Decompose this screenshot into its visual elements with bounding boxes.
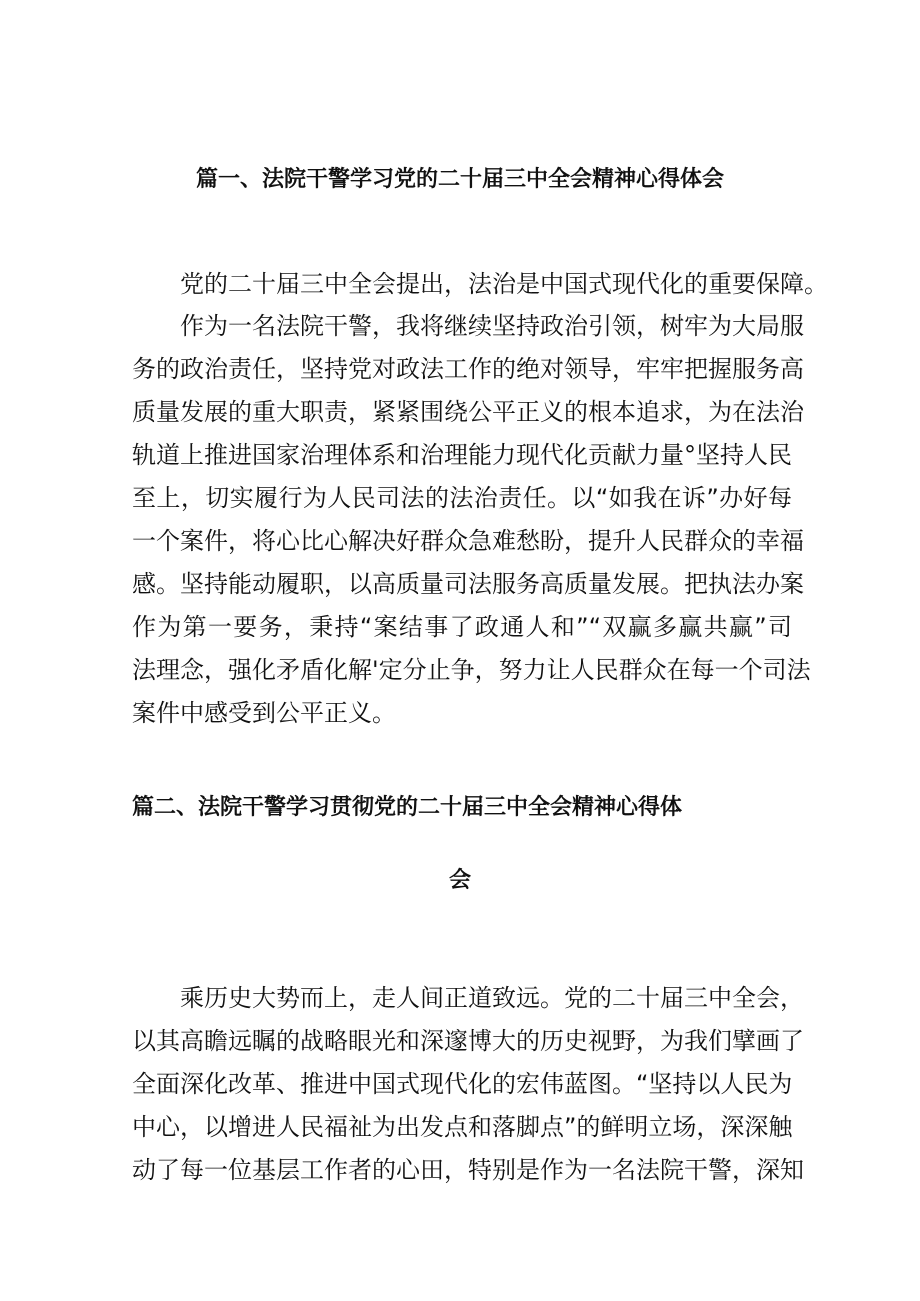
section1-line: 作为第一要务，秉持“案结事了政通人和”“双赢多赢共赢”司 (132, 613, 792, 641)
section2-line: 全面深化改革、推进中国式现代化的宏伟蓝图。“坚持以人民为 (132, 1070, 793, 1098)
section1-line: 轨道上推进国家治理体系和治理能力现代化贡献力量°坚持人民 (132, 441, 792, 469)
section2-line: 以其高瞻远瞩的战略眼光和深邃博大的历史视野，为我们擘画了 (132, 1027, 804, 1055)
section1-line: 至上，切实履行为人民司法的法治责任。以“如我在诉”办好每 (132, 484, 792, 512)
section1-title: 篇一、法院干警学习党的二十届三中全会精神心得体会 (195, 167, 724, 192)
section1-line: 党的二十届三中全会提出，法治是中国式现代化的重要保障。 (180, 270, 828, 298)
section1-line: 务的政治责任，坚持党对政法工作的绝对领导，牢牢把握服务高 (132, 355, 804, 383)
section2-title-line2: 会 (448, 868, 471, 893)
section1-line: 感。坚持能动履职，以高质量司法服务高质量发展。把执法办案 (132, 570, 804, 598)
section1-line: 作为一名法院干警，我将继续坚持政治引领，树牢为大局服 (180, 312, 804, 340)
section2-line: 乘历史大势而上，走人间正道致远。党的二十届三中全会， (180, 984, 804, 1012)
section2-title-line1: 篇二、法院干警学习贯彻党的二十届三中全会精神心得体 (132, 795, 683, 820)
section1-line: 案件中感受到公平正义。 (132, 699, 396, 727)
section1-line: 一个案件，将心比心解决好群众急难愁盼，提升人民群众的幸福 (132, 527, 804, 555)
section2-line: 动了每一位基层工作者的心田，特别是作为一名法院干警，深知 (132, 1156, 804, 1184)
section1-line: 法理念，强化矛盾化解'定分止争，努力让人民群众在每一个司法 (132, 656, 811, 684)
section2-line: 中心，以增进人民福祉为出发点和落脚点”的鲜明立场，深深触 (132, 1113, 793, 1141)
section1-line: 质量发展的重大职责，紧紧围绕公平正义的根本追求，为在法治 (132, 398, 804, 426)
